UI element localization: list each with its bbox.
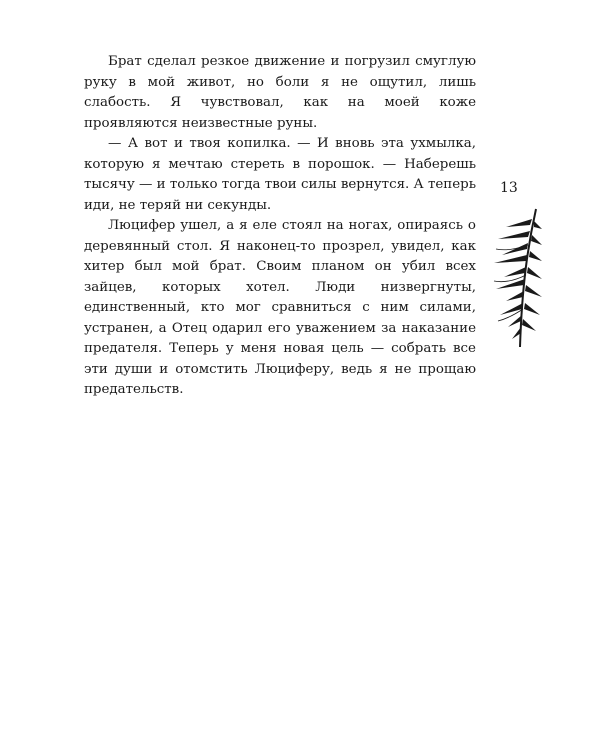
page-number: 13 [500, 180, 518, 196]
black-feather-icon [492, 205, 542, 350]
paragraph: Брат сделал резкое движение и погрузил смуглую руку в мой живот, но боли я не ощутил, лишь слабость. Я чувствовал, как на моей коже проявляются неизвестные руны. [84, 54, 476, 131]
paragraph: — А вот и твоя копилка. — И вновь эта ухмылка, которую я мечтаю стереть в порошок. — Наберешь тысячу — и только тогда твои силы вернутся. А теперь иди, не теряй ни секунды. [84, 136, 476, 213]
body-text [84, 52, 476, 401]
paragraph: Люцифер ушел, а я еле стоял на ногах, опираясь о деревянный стол. Я наконец-то прозрел, увидел, как хитер был мой брат. Своим планом он убил всех зайцев, которых хотел. Люди низвергнуты, единственный, кто мог сравниться с ним силами, устранен, а Отец одарил его уважением за наказание предателя. Теперь у меня новая цель — собрать все эти души и отомстить Люциферу, ведь я не прощаю предательств. [84, 218, 476, 397]
